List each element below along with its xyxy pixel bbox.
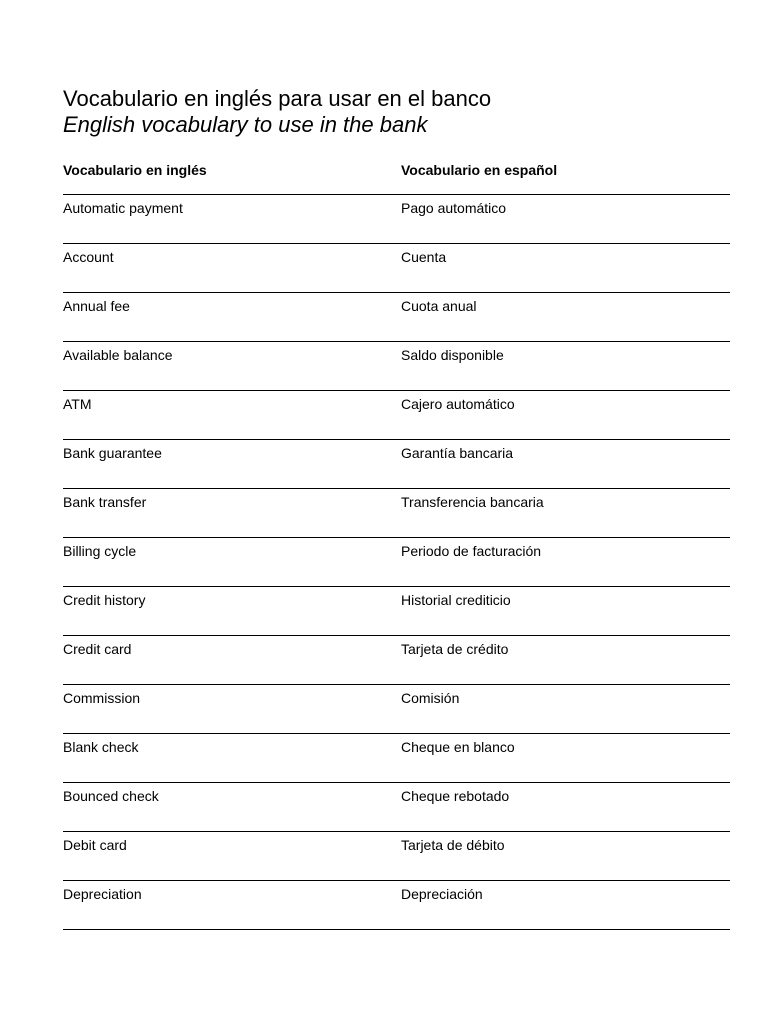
english-term: Debit card [63,837,127,853]
english-term: Bounced check [63,788,159,804]
spanish-term: Periodo de facturación [401,543,542,559]
english-term: Available balance [63,347,173,363]
table-header-row [63,158,730,195]
spanish-term: Tarjeta de crédito [401,641,509,657]
spanish-term: Garantía bancaria [401,445,514,461]
english-term: Annual fee [63,298,130,314]
english-term: Blank check [63,739,139,755]
spanish-term: Cheque rebotado [401,788,510,804]
document-page [63,86,730,930]
spanish-term: Cuota anual [401,298,477,314]
english-term: Account [63,249,114,265]
spanish-term: Cajero automático [401,396,515,412]
table-row [63,636,730,685]
spanish-term: Saldo disponible [401,347,504,363]
table-row [63,244,730,293]
english-term: Credit history [63,592,146,608]
spanish-term: Transferencia bancaria [401,494,544,510]
table-row [63,783,730,832]
table-row [63,195,730,244]
table-row [63,489,730,538]
english-term: Bank guarantee [63,445,162,461]
spanish-term: Tarjeta de débito [401,837,505,853]
english-term: Credit card [63,641,132,657]
document-subtitle: English vocabulary to use in the bank [63,112,428,137]
spanish-term: Depreciación [401,886,483,902]
document-title: Vocabulario en inglés para usar en el banco [63,86,492,111]
english-term: Automatic payment [63,200,183,216]
table-row [63,734,730,783]
table-row [63,587,730,636]
table-row [63,881,730,930]
spanish-term: Historial crediticio [401,592,511,608]
table-row [63,832,730,881]
english-term: Billing cycle [63,543,137,559]
header-spanish: Vocabulario en español [401,162,558,178]
spanish-term: Comisión [401,690,460,706]
table-row [63,440,730,489]
table-row [63,391,730,440]
vocabulary-table [63,158,730,930]
spanish-term: Cuenta [401,249,447,265]
english-term: Bank transfer [63,494,147,510]
spanish-term: Pago automático [401,200,507,216]
english-term: Commission [63,690,141,706]
table-row [63,342,730,391]
english-term: Depreciation [63,886,142,902]
table-row [63,685,730,734]
spanish-term: Cheque en blanco [401,739,515,755]
header-english: Vocabulario en inglés [63,162,207,178]
english-term: ATM [63,396,92,412]
table-row [63,538,730,587]
table-row [63,293,730,342]
